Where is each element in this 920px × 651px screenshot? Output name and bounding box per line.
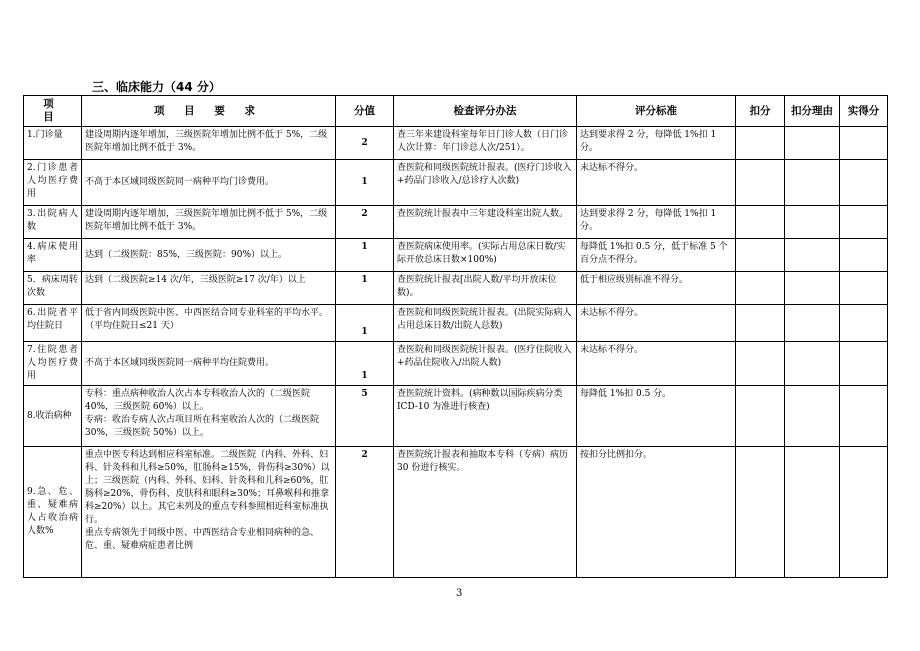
requirement-cell: 达到（二级医院≥14 次/年，三级医院≥17 次/年）以上 (82, 272, 336, 305)
table-row (24, 239, 888, 272)
item-cell: 1.门诊量 (24, 127, 82, 160)
header-actual: 实得分 (840, 96, 888, 127)
reason-cell (785, 206, 840, 239)
standard-cell: 每降低 1%扣 0.5 分。 (577, 386, 736, 447)
score-cell: 1 (336, 239, 394, 272)
deduct-cell (736, 386, 785, 447)
actual-cell (840, 305, 888, 342)
reason-cell (785, 386, 840, 447)
score-cell: 1 (336, 160, 394, 206)
deduct-cell (736, 206, 785, 239)
actual-cell (840, 239, 888, 272)
item-cell: 5．病床周转次数 (24, 272, 82, 305)
score-cell: 1 (336, 272, 394, 305)
requirement-cell: 达到（二级医院：85%，三级医院：90%）以上。 (82, 239, 336, 272)
method-cell: 查医院和同级医院统计报表。(医疗门诊收入+药品门诊收入/总诊疗人次数) (394, 160, 577, 206)
score-cell: 2 (336, 206, 394, 239)
method-cell: 查医院和同级医院统计报表。(出院实际病人占用总床日数/出院人总数) (394, 305, 577, 342)
table-row (24, 160, 888, 206)
standard-cell: 达到要求得 2 分，每降低 1%扣 1 分。 (577, 127, 736, 160)
header-deduct: 扣分 (736, 96, 785, 127)
standard-cell: 未达标不得分。 (577, 342, 736, 386)
score-cell: 1 (336, 342, 394, 386)
standard-cell: 每降低 1%扣 0.5 分，低于标准 5 个百分点不得分。 (577, 239, 736, 272)
deduct-cell (736, 305, 785, 342)
actual-cell (840, 447, 888, 578)
table-header-row (24, 96, 888, 127)
header-standard: 评分标准 (577, 96, 736, 127)
deduct-cell (736, 272, 785, 305)
deduct-cell (736, 127, 785, 160)
item-cell: 9.急、危、重、疑难病人占收治病人数% (24, 447, 82, 578)
requirement-cell: 建设周期内逐年增加，三级医院年增加比例不低于 5%，二级医院年增加比例不低于 3%。 (82, 206, 336, 239)
actual-cell (840, 272, 888, 305)
deduct-cell (736, 342, 785, 386)
reason-cell (785, 160, 840, 206)
section-title: 三、临床能力（44 分） (92, 80, 221, 94)
score-cell: 2 (336, 127, 394, 160)
actual-cell (840, 342, 888, 386)
header-requirement: 项 目 要 求 (82, 96, 336, 127)
item-cell: 7.住院患者人均医疗费用 (24, 342, 82, 386)
item-cell: 8.收治病种 (24, 386, 82, 447)
standard-cell: 未达标不得分。 (577, 305, 736, 342)
reason-cell (785, 447, 840, 578)
requirement-cell: 不高于本区域同级医院同一病种平均住院费用。 (82, 342, 336, 386)
header-item: 项 目 (24, 96, 82, 127)
table-row (24, 206, 888, 239)
reason-cell (785, 305, 840, 342)
reason-cell (785, 342, 840, 386)
standard-cell: 低于相应级别标准不得分。 (577, 272, 736, 305)
method-cell: 查医院病床使用率。(实际占用总床日数/实际开放总床日数×100%) (394, 239, 577, 272)
item-cell: 4.病床使用率 (24, 239, 82, 272)
header-method: 检查评分办法 (394, 96, 577, 127)
requirement-cell: 重点中医专科达到相应科室标准。二级医院（内科、外科、妇科、针灸科和儿科≥50%，肛肠科≥15%，骨伤科≥30%）以上；三级医院（内科、外科、妇科、针灸科和儿科≥60%，肛肠科≥20%，骨伤科、皮肤科和眼科≥30%；耳鼻喉科和推拿科≥20%）以上。其它未列及的重点专科参照相近科室标准执行。 重点专病领先于同级中医、中西医结合专业相同病种的急、危、重、疑难病症患者比例 (82, 447, 336, 578)
method-cell: 查三年来建设科室每年日门诊人数（日门诊人次计算：年门诊总人次/251）。 (394, 127, 577, 160)
actual-cell (840, 127, 888, 160)
method-cell: 查医院和同级医院统计报表。(医疗住院收入+药品住院收入/出院人数) (394, 342, 577, 386)
scoring-table (23, 95, 888, 578)
method-cell: 查医院统计资料。(病种数以国际疾病分类 ICD-10 为准进行核查) (394, 386, 577, 447)
score-cell: 1 (336, 305, 394, 342)
table-row (24, 342, 888, 386)
table-row (24, 127, 888, 160)
header-reason: 扣分理由 (785, 96, 840, 127)
item-cell: 3.出院病人数 (24, 206, 82, 239)
method-cell: 查医院统计报表中三年建设科室出院人数。 (394, 206, 577, 239)
deduct-cell (736, 447, 785, 578)
method-cell: 查医院统计报表[出院人数/平均开放床位数)。 (394, 272, 577, 305)
deduct-cell (736, 160, 785, 206)
table-row (24, 386, 888, 447)
standard-cell: 未达标不得分。 (577, 160, 736, 206)
score-cell: 2 (336, 447, 394, 578)
standard-cell: 按扣分比例扣分。 (577, 447, 736, 578)
page-number: 3 (456, 588, 463, 599)
score-cell: 5 (336, 386, 394, 447)
item-cell: 6.出院者平均住院日 (24, 305, 82, 342)
reason-cell (785, 272, 840, 305)
table-row (24, 305, 888, 342)
deduct-cell (736, 239, 785, 272)
item-cell: 2.门诊患者人均医疗费用 (24, 160, 82, 206)
standard-cell: 达到要求得 2 分，每降低 1%扣 1 分。 (577, 206, 736, 239)
reason-cell (785, 239, 840, 272)
header-score: 分值 (336, 96, 394, 127)
reason-cell (785, 127, 840, 160)
actual-cell (840, 386, 888, 447)
requirement-cell: 专科：重点病种收治人次占本专科收治人次的（二级医院 40%，三级医院 60%）以上。 专病：收治专病人次占项目所在科室收治人次的（二级医院 30%，三级医院 50%）以上。 (82, 386, 336, 447)
requirement-cell: 低于省内同级医院中医、中西医结合同专业科室的平均水平。（平均住院日≤21 天） (82, 305, 336, 342)
method-cell: 查医院统计报表和抽取本专科（专病）病历 30 份进行核实。 (394, 447, 577, 578)
actual-cell (840, 160, 888, 206)
requirement-cell: 建设周期内逐年增加，三级医院年增加比例不低于 5%，二级医院年增加比例不低于 3%。 (82, 127, 336, 160)
table-row (24, 447, 888, 578)
table-row (24, 272, 888, 305)
requirement-cell: 不高于本区域同级医院同一病种平均门诊费用。 (82, 160, 336, 206)
actual-cell (840, 206, 888, 239)
